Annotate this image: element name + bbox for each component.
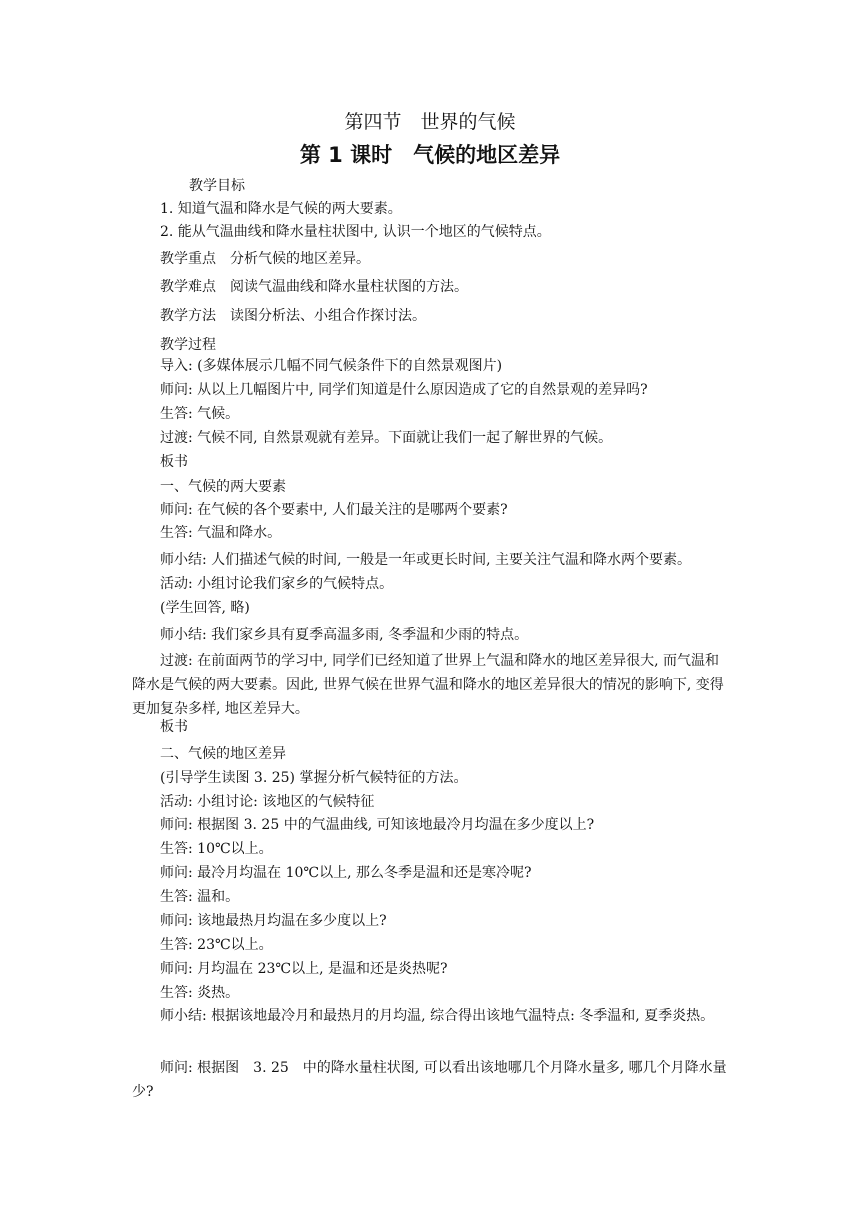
text-line: 活动: 小组讨论我们家乡的气候特点。: [160, 576, 394, 592]
text-line: 师问: 最冷月均温在 10℃以上, 那么冬季是温和还是寒冷呢?: [160, 865, 532, 881]
text-line: 师小结: 人们描述气候的时间, 一般是一年或更长时间, 主要关注气温和降水两个要素。: [160, 552, 691, 568]
text-line: (学生回答, 略): [160, 600, 250, 616]
text-line: 生答: 10℃以上。: [160, 841, 273, 857]
text-line: 师问: 月均温在 23℃以上, 是温和还是炎热呢?: [160, 961, 448, 977]
lesson-title: 第 1 课时 气候的地区差异: [299, 143, 561, 167]
section-heading-1: 一、气候的两大要素: [160, 479, 286, 495]
objective-2: 2. 能从气温曲线和降水量柱状图中, 认识一个地区的气候特点。: [160, 224, 551, 240]
text-line: 生答: 炎热。: [160, 985, 240, 1001]
transition-paragraph: 过渡: 在前面两节的学习中, 同学们已经知道了世界上气温和降水的地区差异很大, 而气温和降水是气候的两大要素。因此, 世界气候在世界气温和降水的地区差异很大的情况的影响下, 变得更加复杂多样, 地区差异大。: [132, 653, 724, 717]
section-heading-2: 二、气候的地区差异: [160, 746, 286, 762]
text-line: 生答: 温和。: [160, 889, 240, 905]
text-line: 生答: 气温和降水。: [160, 525, 282, 541]
text-line: 活动: 小组讨论: 该地区的气候特征: [160, 794, 375, 810]
text-line: 生答: 气候。: [160, 406, 240, 422]
teaching-difficulty: 教学难点 阅读气温曲线和降水量柱状图的方法。: [160, 279, 468, 295]
board-note: 板书: [160, 454, 188, 470]
teaching-focus: 教学重点 分析气候的地区差异。: [160, 251, 370, 267]
text-line: 师小结: 我们家乡具有夏季高温多雨, 冬季温和少雨的特点。: [160, 627, 529, 643]
heading-teaching-process: 教学过程: [160, 337, 216, 353]
text-line: 师问: 该地最热月均温在多少度以上?: [160, 913, 387, 929]
text-line: 导入: (多媒体展示几幅不同气候条件下的自然景观图片): [160, 358, 503, 374]
objective-1: 1. 知道气温和降水是气候的两大要素。: [160, 201, 402, 217]
teacher-summary-paragraph: 师小结: 根据该地最冷月和最热月的月均温, 综合得出该地气温特点: 冬季温和, 夏季炎热。: [160, 1008, 715, 1024]
text-line: 师问: 根据图 3. 25 中的气温曲线, 可知该地最冷月均温在多少度以上?: [160, 817, 595, 833]
text-line: 过渡: 气候不同, 自然景观就有差异。下面就让我们一起了解世界的气候。: [160, 430, 613, 446]
text-line: 生答: 23℃以上。: [160, 937, 273, 953]
text-line: (引导学生读图 3. 25) 掌握分析气候特征的方法。: [160, 770, 468, 786]
section-title: 第四节 世界的气候: [344, 111, 516, 133]
question-paragraph: 师问: 根据图 3. 25 中的降水量柱状图, 可以看出该地哪几个月降水量多, 哪几个月降水量少?: [132, 1060, 727, 1100]
board-note: 板书: [160, 719, 188, 735]
heading-teaching-objectives: 教学目标: [189, 178, 245, 194]
text-line: 师问: 在气候的各个要素中, 人们最关注的是哪两个要素?: [160, 502, 508, 518]
text-line: 师问: 从以上几幅图片中, 同学们知道是什么原因造成了它的自然景观的差异吗?: [160, 382, 648, 398]
teaching-method: 教学方法 读图分析法、小组合作探讨法。: [160, 308, 426, 324]
